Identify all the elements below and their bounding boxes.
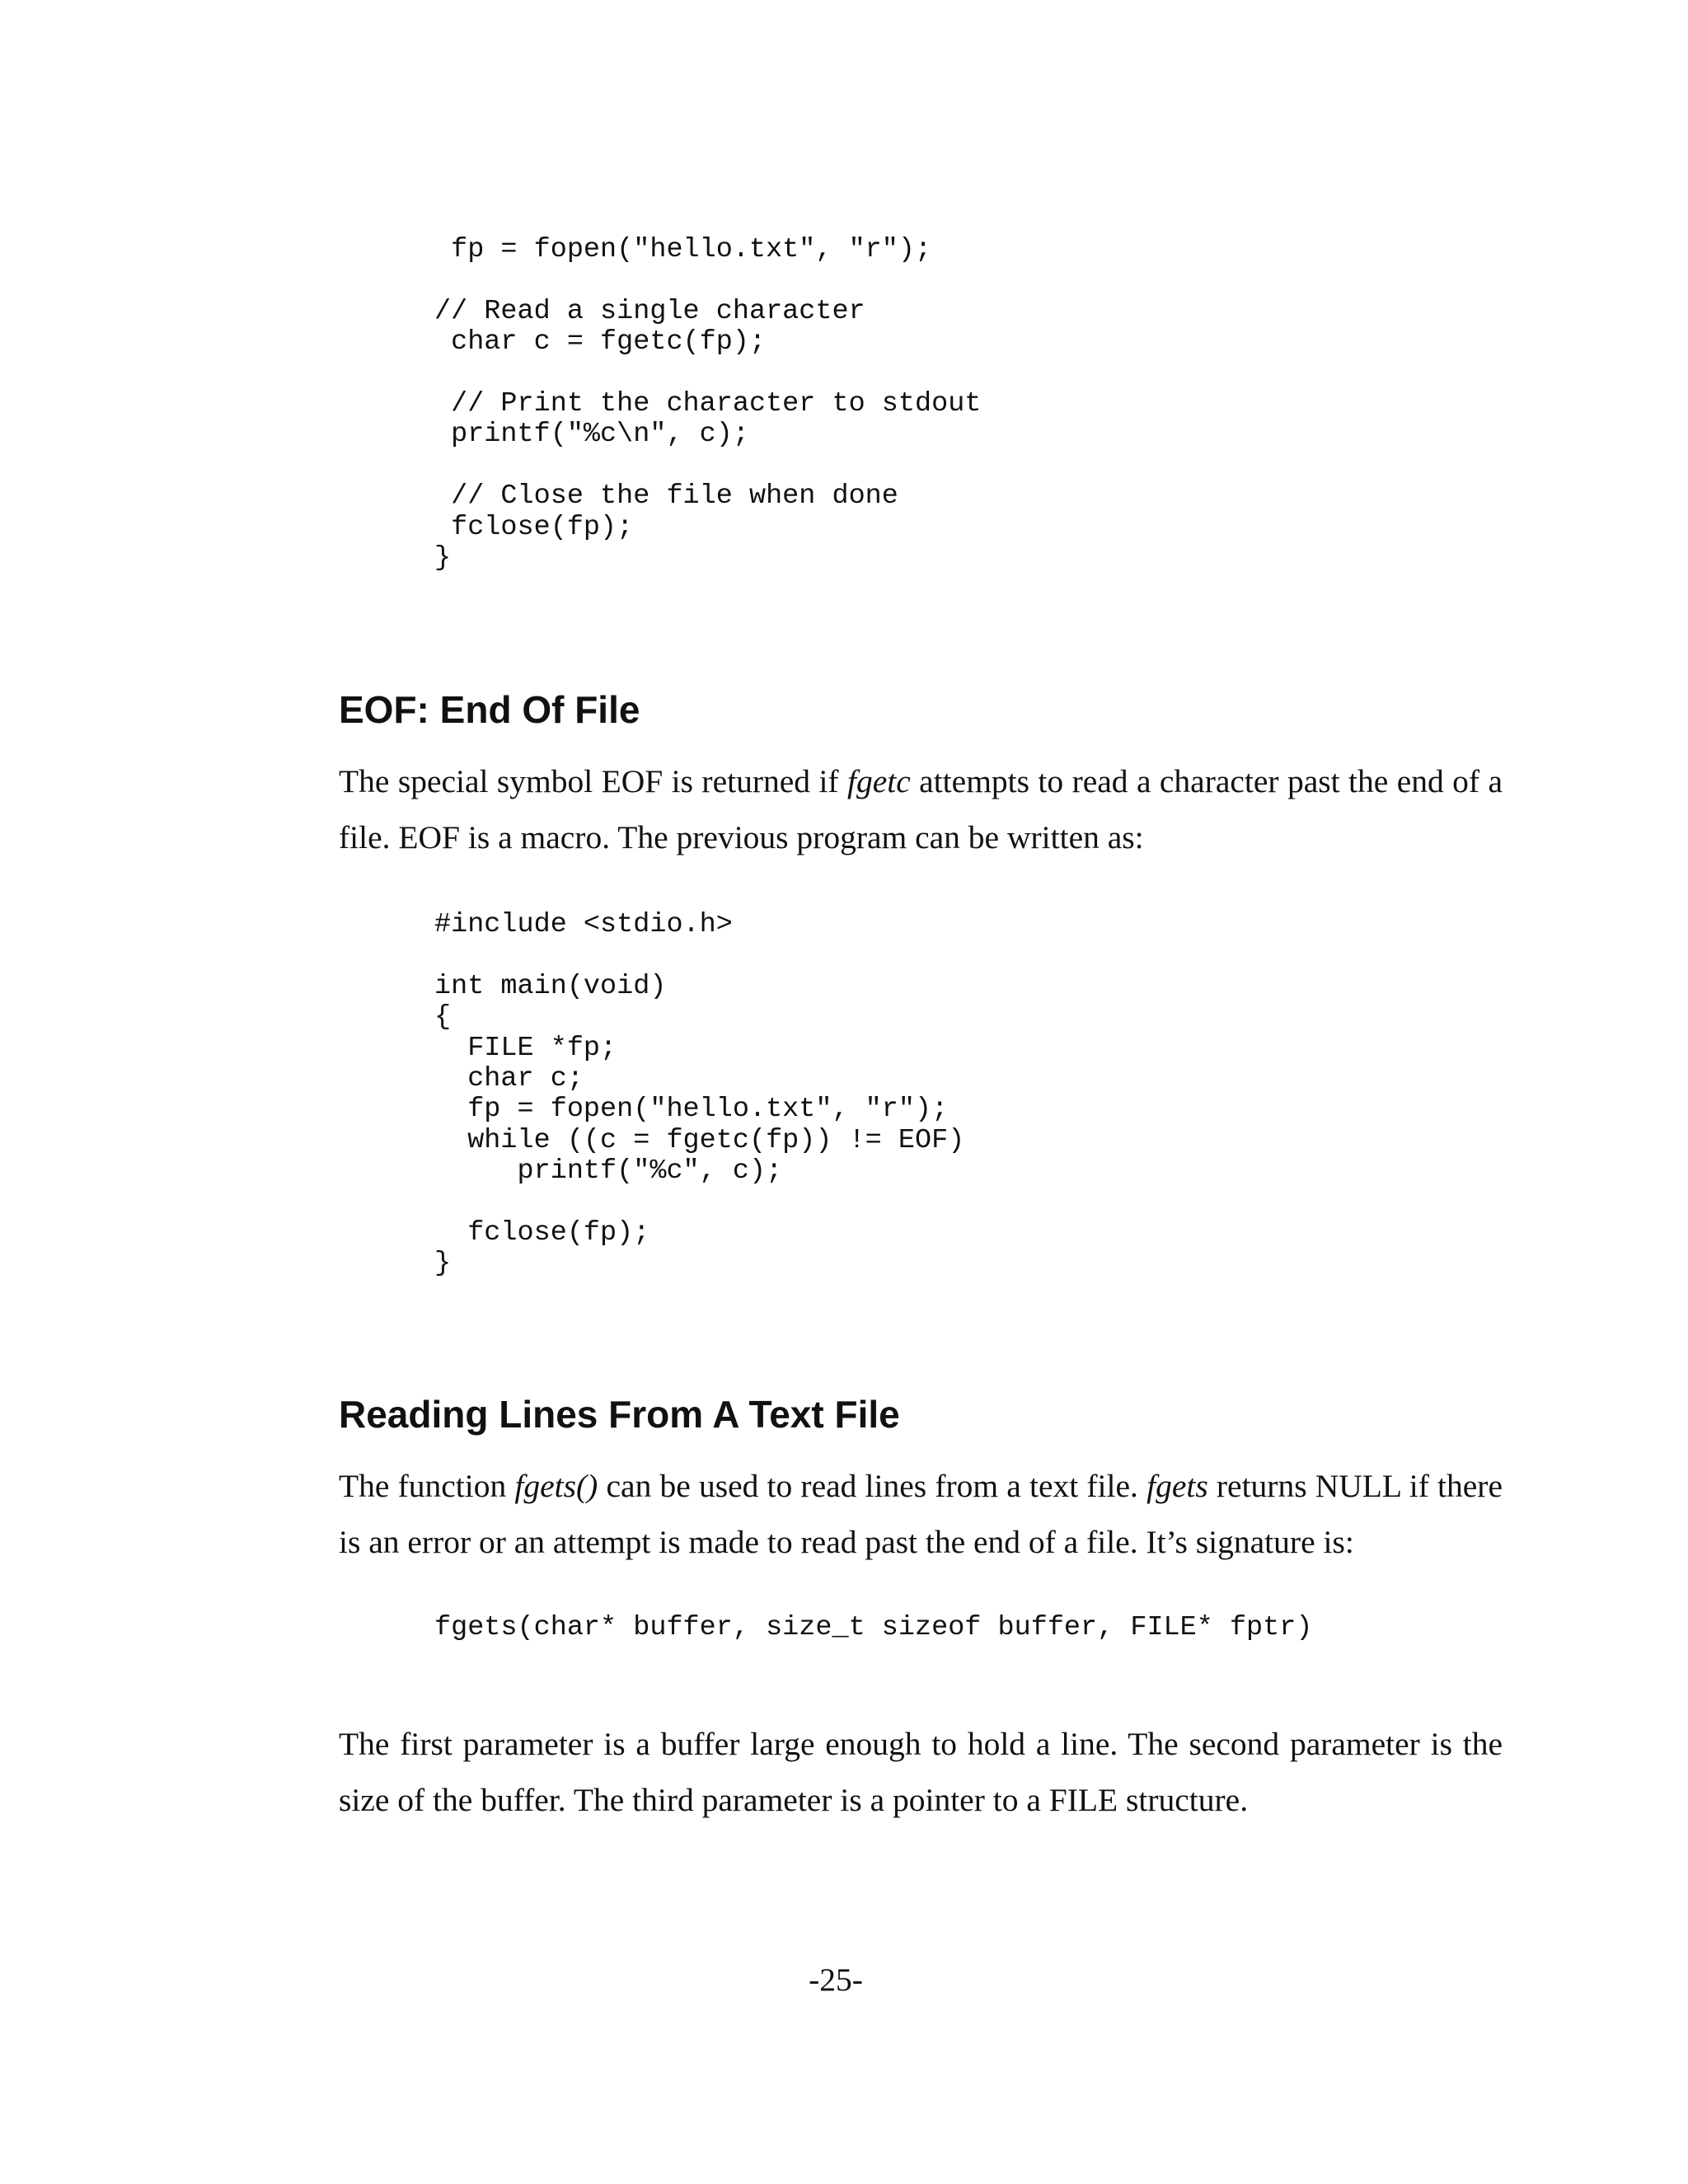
text-span: attempts to read a character past the end of a [910,763,1503,799]
function-name-fgets-call: fgets() [514,1468,598,1504]
paragraph-parameters [339,1716,1503,1828]
page-number: -25- [809,1961,863,1998]
section-heading-eof: EOF: End Of File [339,688,640,731]
paragraph-eof [339,753,1503,865]
paragraph-line: size of the buffer. The third parameter is a pointer to a FILE structure. [339,1782,1249,1818]
code-line: } [434,542,452,574]
code-line: // Print the character to stdout [434,388,982,420]
paragraph-line [339,753,1503,809]
function-name-fgetc: fgetc [847,763,911,799]
code-line: printf("%c", c); [434,1155,783,1188]
code-line: // Close the file when done [434,480,898,513]
text-span: The function [339,1468,515,1504]
paragraph-fgets [339,1458,1503,1570]
code-line: char c; [434,1063,584,1095]
code-line: fp = fopen("hello.txt", "r"); [434,234,932,265]
code-block-read-char [434,235,981,574]
paragraph-line: file. EOF is a macro. The previous program can be written as: [339,819,1144,855]
code-line: fclose(fp); [434,511,634,543]
code-line: printf("%c\n", c); [434,419,749,451]
code-block-eof-loop [434,910,964,1280]
paragraph-line: is an error or an attempt is made to read past the end of a file. It’s signature is: [339,1524,1354,1560]
code-line: // Read a single character [434,295,865,327]
code-line: { [434,1001,452,1033]
code-line: fclose(fp); [434,1217,650,1249]
paragraph-line: The first parameter is a buffer large enough to hold a line. The second parameter is the [339,1726,1503,1762]
paragraph-line [339,1458,1503,1514]
code-line: #include <stdio.h> [434,909,733,940]
text-span: The special symbol EOF is returned if [339,763,847,799]
code-fgets-signature: fgets(char* buffer, size_t sizeof buffer, FILE* fptr) [434,1612,1313,1643]
code-line: } [434,1248,452,1280]
code-line: FILE *fp; [434,1032,617,1064]
code-line: char c = fgetc(fp); [434,326,767,359]
section-heading-reading-lines: Reading Lines From A Text File [339,1393,900,1436]
code-line: int main(void) [434,970,667,1002]
function-name-fgets: fgets [1146,1468,1208,1504]
code-line: while ((c = fgetc(fp)) != EOF) [434,1124,965,1156]
text-span: returns NULL if there [1207,1468,1503,1504]
code-line: fp = fopen("hello.txt", "r"); [434,1094,949,1126]
text-span: can be used to read lines from a text file. [598,1468,1147,1504]
